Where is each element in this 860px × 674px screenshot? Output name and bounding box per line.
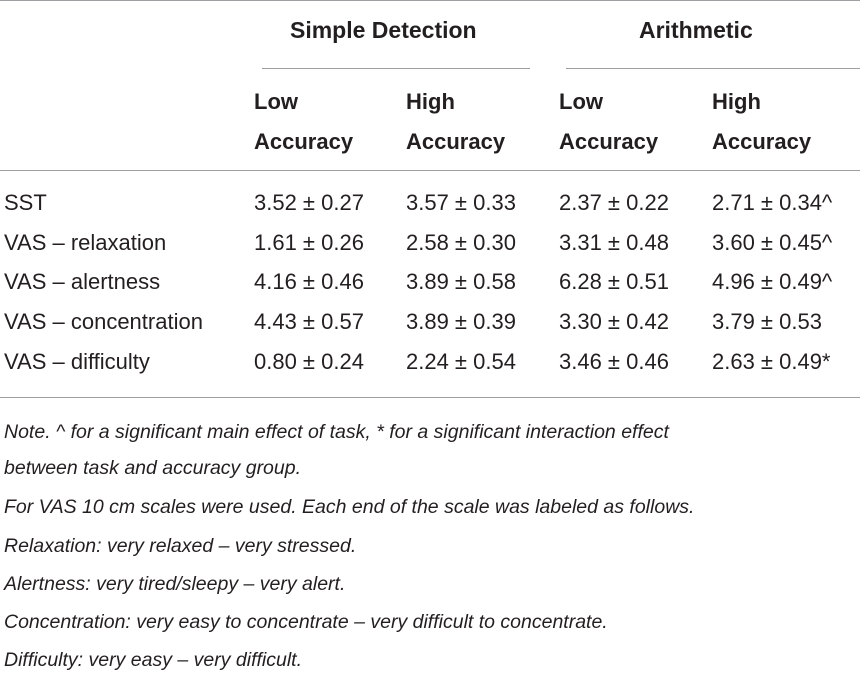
subheader-line2: Accuracy [712,129,812,154]
table-cell: 3.60 ± 0.45^ [712,230,833,255]
subheader-line1: High [406,89,455,114]
subheader-line1: Low [254,89,298,114]
group-rule-simple-detection [262,68,530,69]
group-rule-arithmetic [566,68,860,69]
subheader-line1: High [712,89,761,114]
table-bottom-rule [0,397,860,398]
note-line: Relaxation: very relaxed – very stressed. [4,535,357,557]
table-cell: 1.61 ± 0.26 [254,230,364,255]
subheader-ar-high [712,82,811,162]
note-line: Note. ^ for a significant main effect of task, * for a significant interaction effect [4,421,669,443]
subheader-sd-low [254,82,353,162]
note-line: between task and accuracy group. [4,457,302,479]
subheader-line2: Accuracy [254,129,354,154]
subheader-line1: Low [559,89,603,114]
table-cell: 2.63 ± 0.49* [712,349,831,374]
subheader-line2: Accuracy [559,129,659,154]
note-line: Difficulty: very easy – very difficult. [4,649,303,671]
table-cell: 3.31 ± 0.48 [559,230,669,255]
subheader-sd-high [406,82,505,162]
table-cell: 3.30 ± 0.42 [559,309,669,334]
row-label: VAS – relaxation [4,230,167,255]
group-header-arithmetic: Arithmetic [639,17,753,43]
table-cell: 3.57 ± 0.33 [406,190,516,215]
group-header-simple-detection: Simple Detection [290,17,477,43]
table-cell: 3.52 ± 0.27 [254,190,364,215]
subheader-ar-low [559,82,658,162]
table-cell: 6.28 ± 0.51 [559,269,669,294]
row-label: VAS – alertness [4,269,161,294]
table-cell: 2.37 ± 0.22 [559,190,669,215]
row-label: SST [4,190,47,215]
top-rule [0,0,860,1]
table-cell: 4.43 ± 0.57 [254,309,364,334]
table-cell: 4.16 ± 0.46 [254,269,364,294]
table-cell: 2.71 ± 0.34^ [712,190,833,215]
table-cell: 2.24 ± 0.54 [406,349,516,374]
subheader-line2: Accuracy [406,129,506,154]
table-cell: 4.96 ± 0.49^ [712,269,833,294]
row-label: VAS – difficulty [4,349,150,374]
row-label: VAS – concentration [4,309,203,334]
table-cell: 3.79 ± 0.53 [712,309,822,334]
table-cell: 2.58 ± 0.30 [406,230,516,255]
note-line: Concentration: very easy to concentrate – very difficult to concentrate. [4,611,608,633]
table-cell: 3.46 ± 0.46 [559,349,669,374]
note-line: Alertness: very tired/sleepy – very alert. [4,573,346,595]
table-cell: 3.89 ± 0.39 [406,309,516,334]
header-rule [0,170,860,171]
note-line: For VAS 10 cm scales were used. Each end of the scale was labeled as follows. [4,496,695,518]
table-cell: 3.89 ± 0.58 [406,269,516,294]
table-cell: 0.80 ± 0.24 [254,349,364,374]
